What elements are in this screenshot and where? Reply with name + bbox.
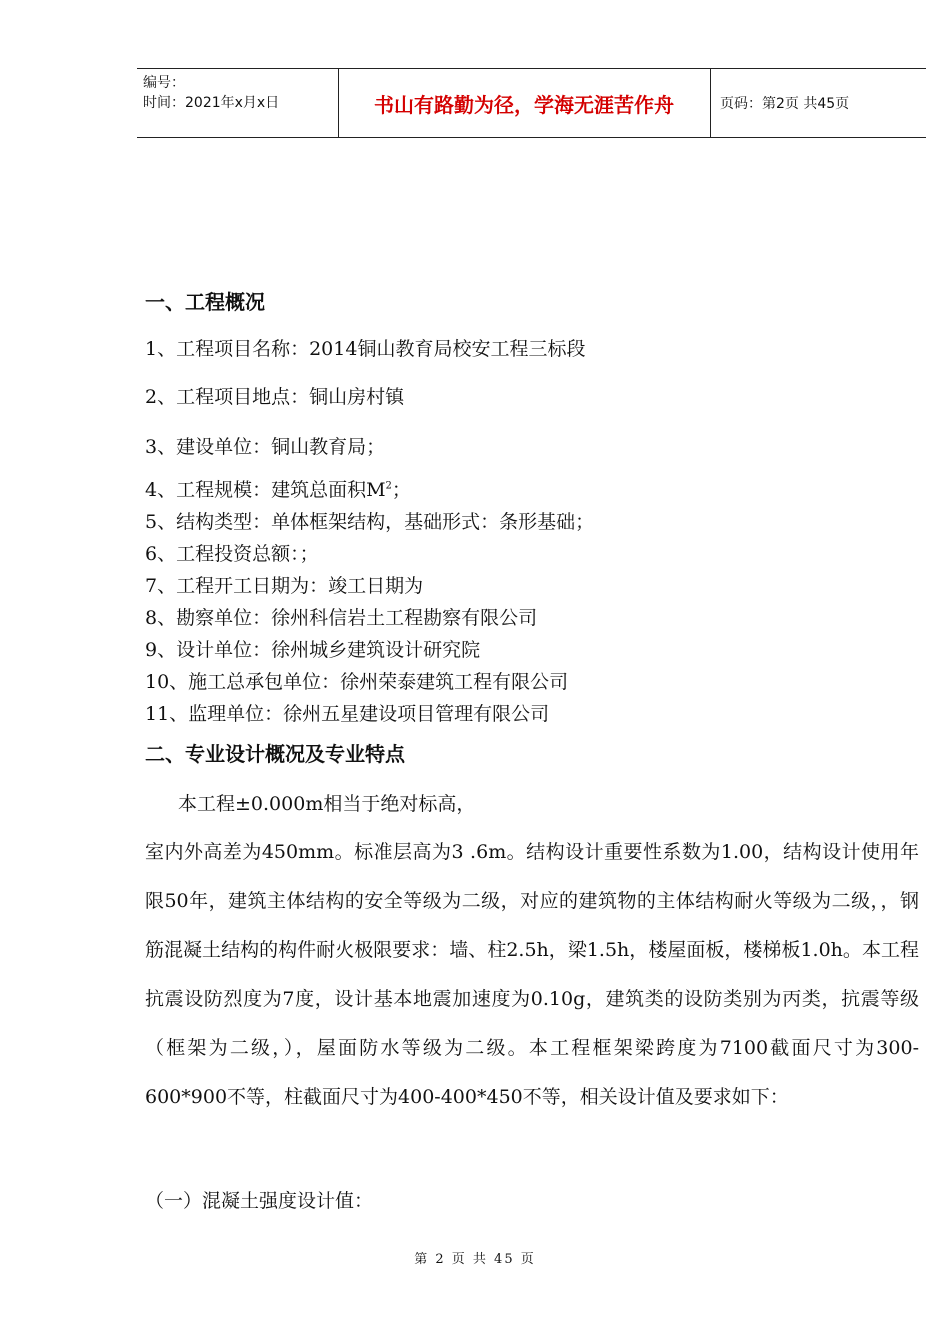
number-label: 编号： [143,75,185,91]
list-item: 8、勘察单位：徐州科信岩土工程勘察有限公司 [145,607,538,629]
header-page-info: 页码：第2页 共45页 [720,96,850,112]
superscript: 2 [385,480,392,492]
header-divider [710,69,711,137]
header-motto: 书山有路勤为径，学海无涯苦作舟 [374,92,674,117]
list-item: 7、工程开工日期为：竣工日期为 [145,575,424,597]
document-header [137,68,926,138]
list-item: 4、工程规模：建筑总面积$M^2$； [145,479,411,501]
list-item: 3、建设单位：铜山教育局； [145,436,386,458]
sub-heading: （一）混凝土强度设计值： [145,1190,374,1212]
list-item: 1、工程项目名称：2014铜山教育局校安工程三标段 [145,338,586,360]
list-item: 9、设计单位：徐州城乡建筑设计研究院 [145,639,481,661]
page-footer: 第 2 页 共 45 页 [414,1252,536,1267]
date-label: 时间：2021年x月x日 [143,95,280,111]
section-title: 一、工程概况 [145,290,265,314]
list-item: 6、工程投资总额：； [145,543,319,565]
list-item: 5、结构类型：单体框架结构，基础形式：条形基础； [145,511,595,533]
list-item: 2、工程项目地点：铜山房村镇 [145,386,405,408]
section-title: 二、专业设计概况及专业特点 [145,742,405,766]
paragraph-line: 本工程±0.000m相当于绝对标高， [178,793,476,815]
list-item: 11、监理单位：徐州五星建设项目管理有限公司 [145,703,550,725]
header-meta [143,73,339,133]
body-paragraph: 室内外高差为450mm。标准层高为3 .6m。结构设计重要性系数为1.00，结构设计使用年限50年，建筑主体结构的安全等级为二级，对应的建筑物的主体结构耐火等级为二级，，钢筋混凝土结构的构件耐火极限要求：墙、柱2.5h，梁1.5h，楼屋面板，楼梯板1.0h。本工程抗震设防烈度为7度，设计基本地震加速度为0.10g，建筑类的设防类别为丙类，抗震等级（框架为二级，），屋面防水等级为二级。本工程框架梁跨度为7100截面尺寸为300-600*900不等，柱截面尺寸为400-400*450不等，相关设计值及要求如下： [145,841,919,1108]
list-item: 10、施工总承包单位：徐州荣泰建筑工程有限公司 [145,671,569,693]
